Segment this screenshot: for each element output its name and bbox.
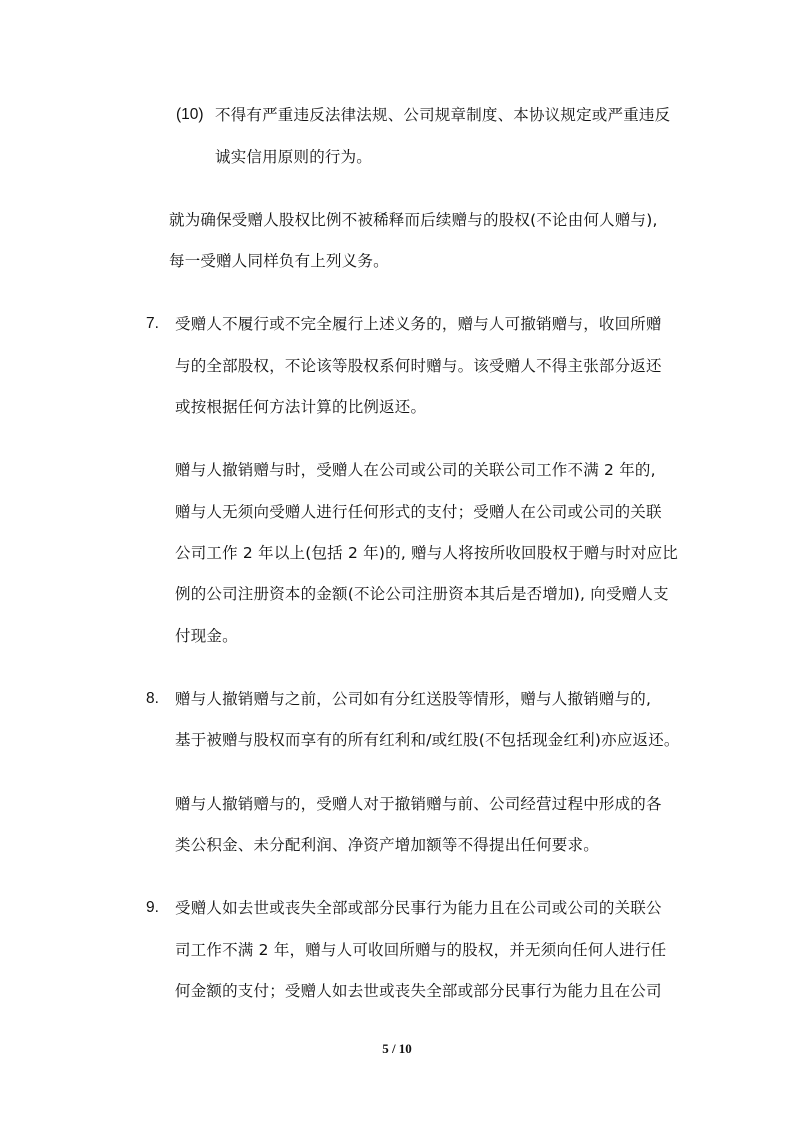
para-7-2-line-5: 付现金。	[175, 627, 238, 645]
item-9-line-1: 受赠人如去世或丧失全部或部分民事行为能力且在公司或公司的关联公	[175, 899, 662, 917]
para-7-2-line-4: 例的公司注册资本的金额(不论公司注册资本其后是否增加), 向受赠人支	[175, 585, 669, 603]
para-after-10-line-1: 就为确保受赠人股权比例不被稀释而后续赠与的股权(不论由何人赠与),	[169, 211, 658, 229]
item-8-line-1: 赠与人撤销赠与之前，公司如有分红送股等情形，赠与人撤销赠与的,	[175, 690, 652, 708]
para-after-10-line-2: 每一受赠人同样负有上列义务。	[169, 252, 389, 270]
item-9-line-3: 何金额的支付；受赠人如去世或丧失全部或部分民事行为能力且在公司	[175, 982, 662, 1000]
item-7-line-1: 受赠人不履行或不完全履行上述义务的，赠与人可撤销赠与，收回所赠	[175, 315, 662, 333]
para-7-2-line-2: 赠与人无须向受赠人进行任何形式的支付；受赠人在公司或公司的关联	[175, 503, 662, 521]
item-9-number: 9.	[146, 899, 159, 916]
para-8-2-line-2: 类公积金、未分配利润、净资产增加额等不得提出任何要求。	[175, 836, 599, 854]
para-7-2-line-1: 赠与人撤销赠与时，受赠人在公司或公司的关联公司工作不满 2 年的,	[175, 461, 656, 479]
item-7-line-2: 与的全部股权，不论该等股权系何时赠与。该受赠人不得主张部分返还	[175, 357, 662, 375]
item-7-line-3: 或按根据任何方法计算的比例返还。	[175, 398, 427, 416]
item-8-number: 8.	[146, 690, 159, 707]
item-7-number: 7.	[146, 315, 159, 332]
item-8-line-2: 基于被赠与股权而享有的所有红利和/或红股(不包括现金红利)亦应返还。	[175, 731, 680, 749]
para-8-2-line-1: 赠与人撤销赠与的，受赠人对于撤销赠与前、公司经营过程中形成的各	[175, 795, 662, 813]
para-7-2-line-3: 公司工作 2 年以上(包括 2 年)的, 赠与人将按所收回股权于赠与时对应比	[175, 544, 678, 562]
item-10-line-2: 诚实信用原则的行为。	[215, 148, 373, 166]
item-10-number: (10)	[176, 106, 204, 123]
item-9-line-2: 司工作不满 2 年，赠与人可收回所赠与的股权，并无须向任何人进行任	[175, 941, 667, 959]
item-10-line-1: 不得有严重违反法律法规、公司规章制度、本协议规定或严重违反	[215, 106, 671, 124]
page-number: 5 / 10	[382, 1041, 412, 1056]
